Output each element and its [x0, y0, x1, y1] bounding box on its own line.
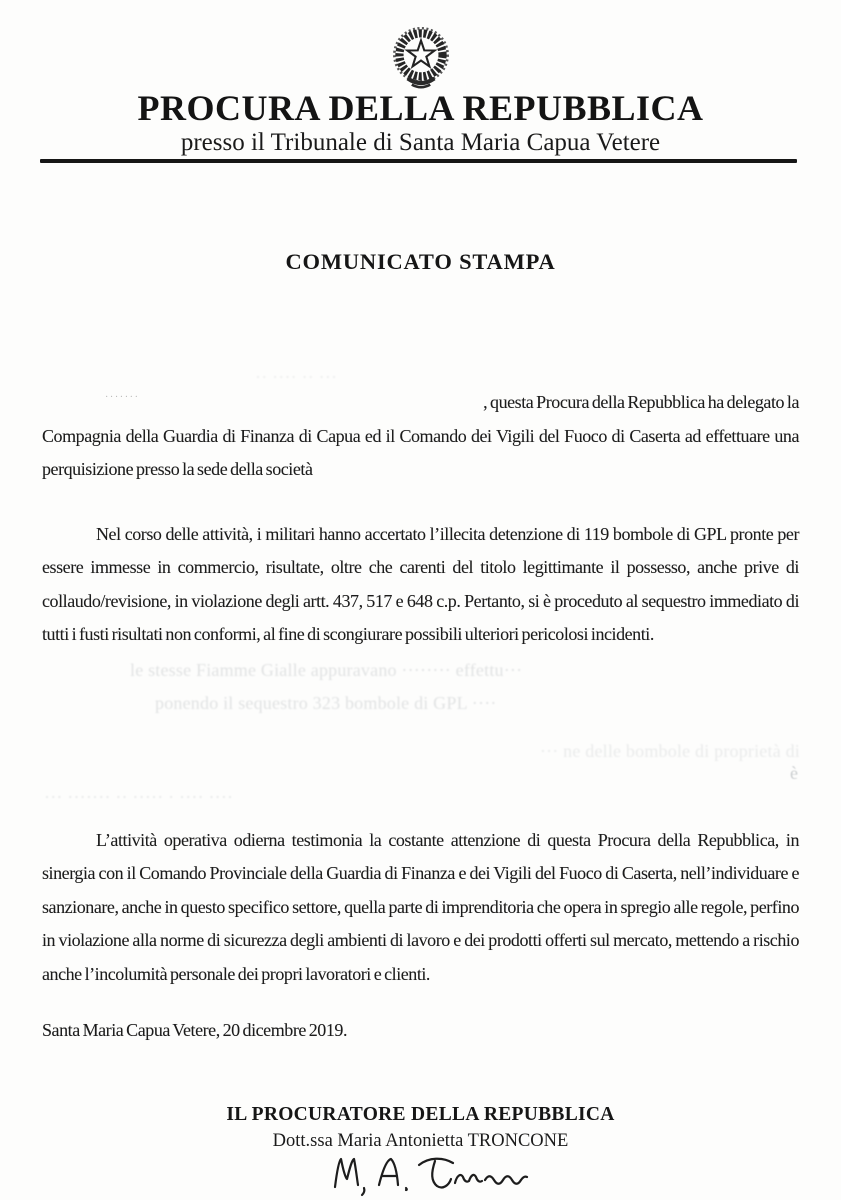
signature-role-line: IL PROCURATORE DELLA REPUBBLICA — [226, 1104, 615, 1125]
redacted-text-remnant: ······· — [105, 392, 140, 403]
handwritten-signature-icon — [322, 1147, 552, 1199]
paragraph-3: L’attività operativa odierna testimonia la costante attenzione di questa Procura della Repubblica, in sinergia con il Comando Provinciale della Guardia di Finanza e dei Vigili del Fuoco di Caserta, nell’individuare e sanzionare, anche in questo specifico settore, quella parte di imprenditoria che opera in spregio alle regole, perfino in violazione alla norme di sicurezza degli ambienti di lavoro e dei prodotti offerti sul mercato, mettendo a rischio anche l’incolumità personale dei propri lavoratori e clienti. — [42, 830, 799, 984]
redacted-ghost-fragment: ·· ···· ·· ··· — [255, 367, 338, 387]
italian-republic-emblem-icon — [381, 25, 461, 95]
paragraph-1-first-line: , questa Procura della Repubblica ha delegato la — [483, 392, 799, 412]
redacted-ghost-fragment: ponendo il sequestro 323 bombole di GPL ···· — [155, 693, 497, 713]
redacted-ghost-fragment: le stesse Fiamme Gialle appuravano ········ effettu··· — [130, 660, 523, 680]
redacted-ghost-fragment: è — [790, 763, 799, 783]
press-release-heading: COMUNICATO STAMPA — [285, 249, 556, 274]
office-title: PROCURA DELLA REPUBBLICA — [137, 88, 704, 128]
letterhead-rule — [40, 159, 797, 163]
redacted-ghost-fragment: ··· ······· ·· ····· · ···· ···· — [44, 787, 234, 807]
redacted-ghost-fragment: ··· ne delle bombole di proprietà di — [539, 741, 800, 761]
dateline: Santa Maria Capua Vetere, 20 dicembre 2019. — [42, 1020, 348, 1040]
office-subtitle: presso il Tribunale di Santa Maria Capua Vetere — [180, 129, 661, 156]
paragraph-2: Nel corso delle attività, i militari hanno accertato l’illecita detenzione di 119 bombole di GPL pronte per essere immesse in commercio, risultate, oltre che carenti del titolo legittimante il possesso, anche prive di collaudo/revisione, in violazione degli artt. 437, 517 e 648 c.p. Pertanto, si è proceduto al sequestro immediato di tutti i fusti risultati non conformi, al fine di scongiurare possibili ulteriori pericolosi incidenti. — [42, 524, 799, 645]
signature-name-line: Dott.ssa Maria Antonietta TRONCONE — [272, 1131, 569, 1151]
paragraph-1: Compagnia della Guardia di Finanza di Capua ed il Comando dei Vigili del Fuoco di Caserta ad effettuare una perquisizione presso la sede della società — [42, 426, 799, 480]
